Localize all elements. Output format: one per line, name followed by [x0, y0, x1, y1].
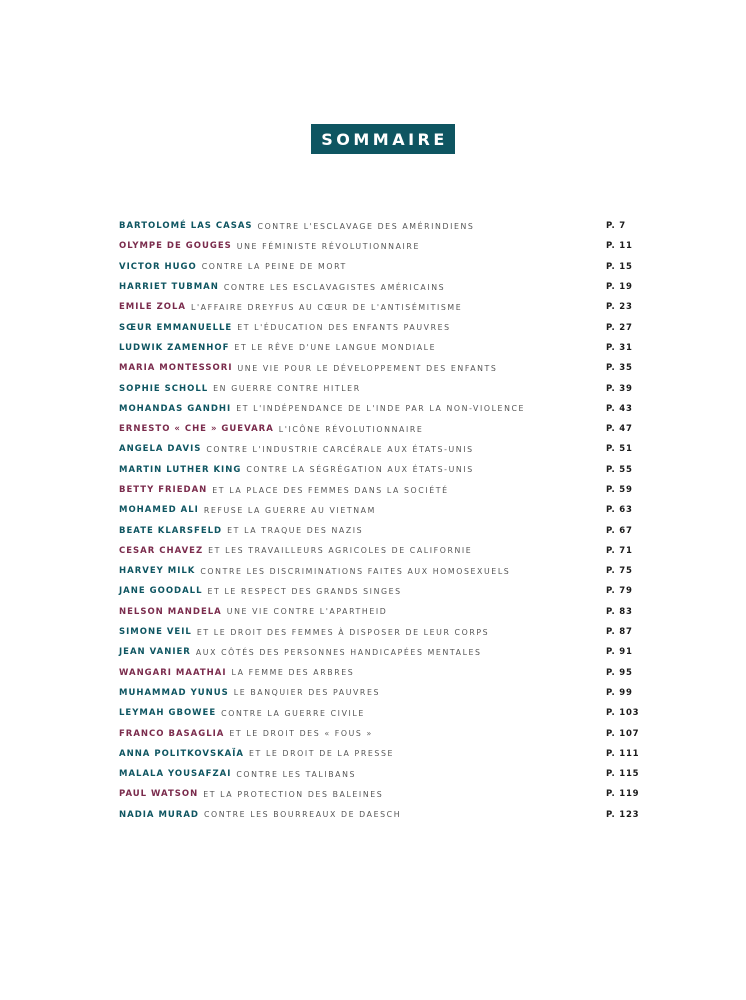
- entry-page-number: P. 71: [606, 545, 633, 556]
- entry-name: BETTY FRIEDAN: [119, 485, 208, 495]
- toc-entry: [119, 723, 639, 743]
- entry-description: UNE VIE CONTRE L'APARTHEID: [226, 607, 388, 617]
- entry-page-number: P. 43: [606, 403, 633, 414]
- entry-description: LA FEMME DES ARBRES: [231, 668, 355, 678]
- entry-description: CONTRE LES ESCLAVAGISTES AMÉRICAINS: [223, 282, 446, 292]
- entry-description: ET L'INDÉPENDANCE DE L'INDE PAR LA NON-VIOLENCE: [236, 404, 526, 414]
- entry-description: CONTRE LES TALIBANS: [236, 769, 357, 779]
- entry-name: MARIA MONTESSORI: [119, 363, 233, 374]
- entry-description: AUX CÔTÉS DES PERSONNES HANDICAPÉES MENTALES: [195, 647, 482, 657]
- entry-name: BEATE KLARSFELD: [119, 525, 223, 536]
- title-box: [311, 124, 455, 154]
- entry-description: ET LE RÊVE D'UNE LANGUE MONDIALE: [234, 343, 437, 353]
- toc-entry: [119, 805, 639, 825]
- toc-entry: [119, 378, 639, 398]
- toc-entry: [119, 764, 639, 784]
- entry-description: CONTRE L'INDUSTRIE CARCÉRALE AUX ÉTATS-UNIS: [206, 444, 474, 454]
- toc-entry: [119, 216, 639, 236]
- entry-name: ERNESTO « CHE » GUEVARA: [119, 424, 274, 435]
- entry-page-number: P. 55: [606, 464, 633, 475]
- toc-entry: [119, 602, 639, 622]
- entry-name: WANGARI MAATHAI: [119, 667, 227, 678]
- entry-name: OLYMPE DE GOUGES: [119, 241, 232, 252]
- entry-page-number: P. 115: [606, 769, 640, 780]
- toc-entry: [119, 419, 639, 439]
- entry-description: CONTRE LA PEINE DE MORT: [201, 262, 347, 272]
- entry-description: CONTRE LES BOURREAUX DE DAESCH: [204, 810, 402, 820]
- toc-entry: [119, 399, 639, 419]
- entry-name: ANGELA DAVIS: [119, 444, 202, 455]
- toc-entry: [119, 784, 639, 804]
- entry-description: ET LE RESPECT DES GRANDS SINGES: [207, 586, 402, 596]
- entry-name: PAUL WATSON: [119, 789, 199, 800]
- toc-entry: [119, 257, 639, 277]
- entry-name: SOPHIE SCHOLL: [119, 383, 209, 394]
- toc-entry: [119, 622, 639, 642]
- entry-name: MOHAMED ALI: [119, 505, 199, 516]
- entry-description: ET LES TRAVAILLEURS AGRICOLES DE CALIFORNIE: [208, 546, 473, 556]
- entry-page-number: P. 91: [606, 647, 633, 658]
- entry-name: SIMONE VEIL: [119, 627, 192, 638]
- entry-description: ET LE DROIT DE LA PRESSE: [249, 749, 395, 759]
- toc-entry: [119, 358, 639, 378]
- toc-entry: [119, 480, 639, 500]
- toc-entry: [119, 703, 639, 723]
- toc-entry: [119, 663, 639, 683]
- toc-entry: [119, 236, 639, 256]
- entry-page-number: P. 51: [606, 444, 633, 455]
- entry-name: HARVEY MILK: [119, 566, 196, 577]
- page-title: SOMMAIRE: [321, 129, 448, 149]
- entry-name: SŒUR EMMANUELLE: [119, 322, 233, 333]
- toc-entry: [119, 439, 639, 459]
- entry-page-number: P. 67: [606, 525, 633, 536]
- entry-page-number: P. 119: [606, 789, 640, 800]
- entry-page-number: P. 79: [606, 586, 633, 597]
- entry-description: ET LE DROIT DES « FOUS »: [229, 729, 373, 739]
- entry-name: ANNA POLITKOVSKAÏA: [119, 748, 244, 759]
- entry-page-number: P. 107: [606, 728, 640, 739]
- entry-description: CONTRE LES DISCRIMINATIONS FAITES AUX HOMOSEXUELS: [200, 566, 511, 576]
- entry-description: EN GUERRE CONTRE HITLER: [213, 384, 361, 394]
- toc-entry: [119, 520, 639, 540]
- entry-description: UNE VIE POUR LE DÉVELOPPEMENT DES ENFANTS: [237, 363, 498, 373]
- toc-entry: [119, 297, 639, 317]
- entry-page-number: P. 39: [606, 383, 633, 394]
- toc-entry: [119, 581, 639, 601]
- entry-name: MOHANDAS GANDHI: [119, 403, 232, 414]
- entry-description: L'AFFAIRE DREYFUS AU CŒUR DE L'ANTISÉMITISME: [191, 302, 463, 312]
- entry-name: CESAR CHAVEZ: [119, 545, 204, 556]
- entry-page-number: P. 59: [606, 485, 633, 495]
- entry-description: REFUSE LA GUERRE AU VIETNAM: [203, 505, 376, 515]
- entry-name: NADIA MURAD: [119, 809, 199, 820]
- entry-name: EMILE ZOLA: [119, 302, 186, 313]
- entry-page-number: P. 99: [606, 687, 633, 698]
- entry-page-number: P. 7: [606, 221, 626, 232]
- entry-name: MUHAMMAD YUNUS: [119, 687, 229, 698]
- toc-entry: [119, 277, 639, 297]
- entry-page-number: P. 103: [606, 708, 640, 719]
- entry-page-number: P. 75: [606, 566, 633, 577]
- entry-page-number: P. 83: [606, 606, 633, 617]
- entry-page-number: P. 47: [606, 424, 633, 435]
- entry-description: ET LE DROIT DES FEMMES À DISPOSER DE LEUR CORPS: [196, 627, 490, 637]
- entry-page-number: P. 63: [606, 505, 633, 516]
- entry-name: LEYMAH GBOWEE: [119, 708, 217, 719]
- entry-page-number: P. 23: [606, 302, 633, 313]
- entry-page-number: P. 27: [606, 322, 633, 333]
- entry-name: JEAN VANIER: [119, 647, 191, 658]
- toc-entry: [119, 683, 639, 703]
- toc-entry: [119, 541, 639, 561]
- entry-name: VICTOR HUGO: [119, 261, 197, 272]
- entry-name: MALALA YOUSAFZAI: [119, 769, 232, 780]
- entry-description: LE BANQUIER DES PAUVRES: [233, 688, 381, 698]
- entry-name: NELSON MANDELA: [119, 606, 222, 617]
- entry-description: ET L'ÉDUCATION DES ENFANTS PAUVRES: [237, 323, 451, 333]
- entry-name: JANE GOODALL: [119, 586, 203, 597]
- entry-description: ET LA PLACE DES FEMMES DANS LA SOCIÉTÉ: [212, 485, 449, 495]
- entry-description: CONTRE LA GUERRE CIVILE: [221, 708, 365, 718]
- entry-page-number: P. 123: [606, 809, 640, 820]
- entry-description: UNE FÉMINISTE RÉVOLUTIONNAIRE: [236, 241, 420, 251]
- toc-entry: [119, 460, 639, 480]
- entry-page-number: P. 31: [606, 342, 633, 353]
- entry-description: CONTRE L'ESCLAVAGE DES AMÉRINDIENS: [257, 221, 475, 231]
- toc-entry: [119, 338, 639, 358]
- entry-description: CONTRE LA SÉGRÉGATION AUX ÉTATS-UNIS: [246, 465, 474, 475]
- entry-page-number: P. 35: [606, 363, 633, 374]
- toc-entry: [119, 500, 639, 520]
- entry-description: ET LA TRAQUE DES NAZIS: [227, 526, 364, 536]
- entry-name: LUDWIK ZAMENHOF: [119, 342, 230, 353]
- entry-description: ET LA PROTECTION DES BALEINES: [203, 789, 384, 799]
- entry-page-number: P. 19: [606, 282, 633, 293]
- toc-entry: [119, 744, 639, 764]
- toc-entry: [119, 561, 639, 581]
- entry-page-number: P. 111: [606, 748, 640, 759]
- entry-page-number: P. 11: [606, 241, 633, 252]
- entry-page-number: P. 95: [606, 667, 633, 678]
- toc-entry: [119, 642, 639, 662]
- entry-name: BARTOLOMÉ LAS CASAS: [119, 221, 253, 232]
- entry-name: MARTIN LUTHER KING: [119, 464, 242, 475]
- table-of-contents: [119, 216, 639, 825]
- entry-description: L'ICÔNE RÉVOLUTIONNAIRE: [278, 424, 424, 434]
- entry-name: HARRIET TUBMAN: [119, 282, 219, 293]
- entry-name: FRANCO BASAGLIA: [119, 728, 225, 739]
- toc-entry: [119, 317, 639, 337]
- entry-page-number: P. 87: [606, 627, 633, 638]
- entry-page-number: P. 15: [606, 261, 633, 272]
